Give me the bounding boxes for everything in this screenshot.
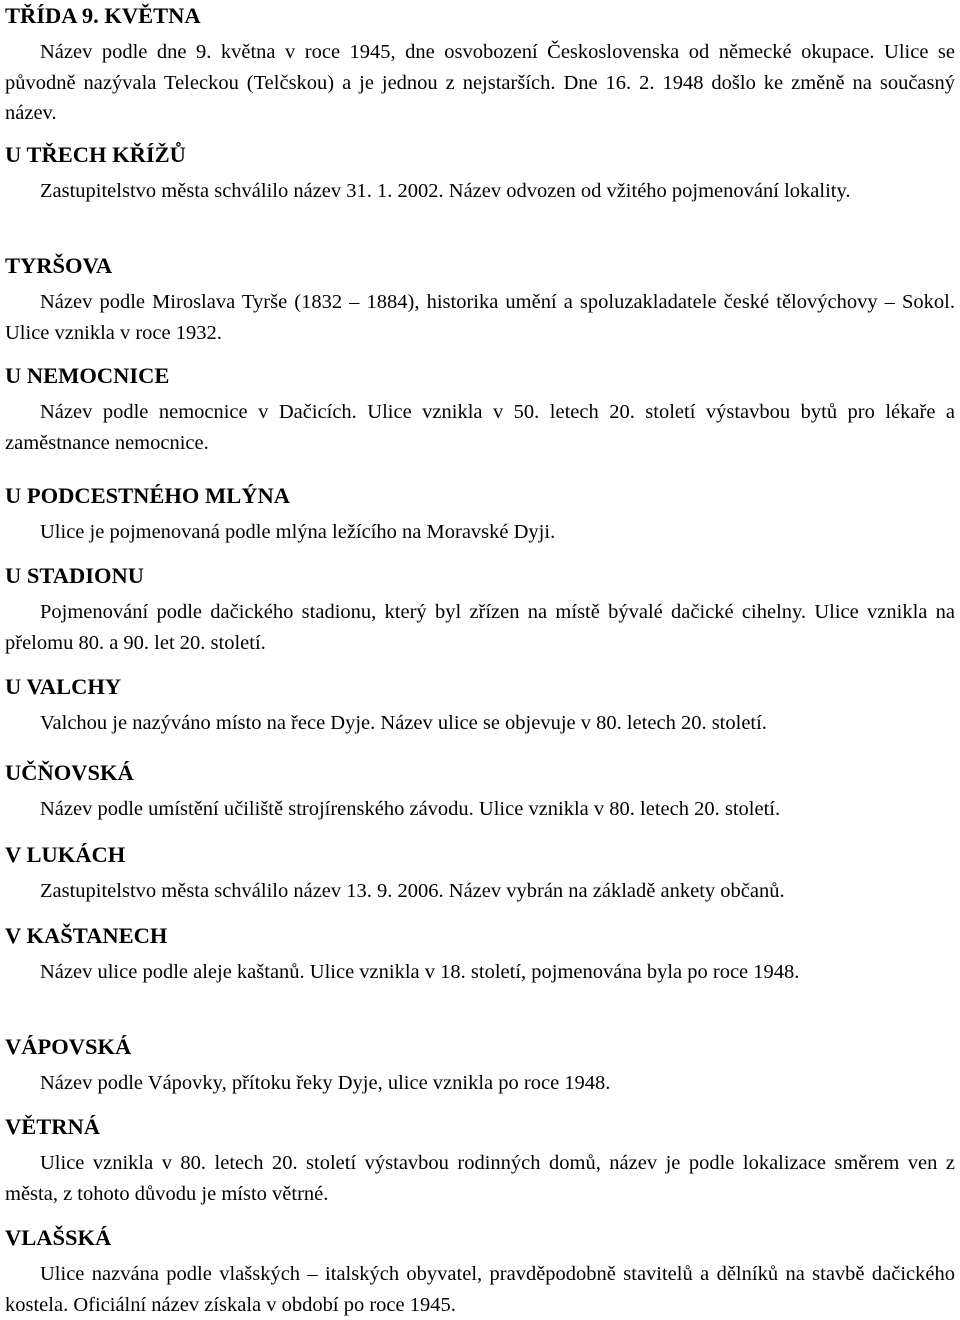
street-entry-v-kastanech bbox=[5, 923, 955, 988]
street-entry-vetrna bbox=[5, 1114, 955, 1209]
street-heading: U STADIONU bbox=[5, 563, 144, 588]
street-entry-u-trech-krizu bbox=[5, 142, 955, 207]
street-entry-vlasska bbox=[5, 1225, 955, 1320]
street-description: Valchou je nazýváno místo na řece Dyje. Název ulice se objevuje v 80. letech 20. století. bbox=[40, 712, 767, 734]
street-heading: UČŇOVSKÁ bbox=[5, 760, 134, 785]
street-entry-u-valchy bbox=[5, 674, 955, 739]
street-entry-trida-9-kvetna bbox=[5, 3, 955, 129]
street-entry-tyrsova bbox=[5, 253, 955, 348]
street-heading: VLAŠSKÁ bbox=[5, 1225, 112, 1250]
street-entry-u-podcestneho-mlyna bbox=[5, 483, 955, 548]
street-description: Název podle dne 9. května v roce 1945, dne osvobození Československa od německé okupace. Ulice se původně nazývala Teleckou (Telčskou) a je jednou z nejstarších. Dne 16. 2. 1948 došlo ke změně na současný název. bbox=[5, 41, 955, 124]
street-heading: V KAŠTANECH bbox=[5, 923, 168, 948]
street-description: Název ulice podle aleje kaštanů. Ulice vznikla v 18. století, pojmenována byla po roce 1948. bbox=[40, 961, 800, 983]
street-description: Ulice vznikla v 80. letech 20. století výstavbou rodinných domů, název je podle lokalizace směrem ven z města, z tohoto důvodu je místo větrné. bbox=[5, 1152, 955, 1205]
street-entry-u-stadionu bbox=[5, 563, 955, 658]
street-description: Ulice je pojmenovaná podle mlýna ležícího na Moravské Dyji. bbox=[40, 521, 556, 543]
street-description: Ulice nazvána podle vlašských – italských obyvatel, pravděpodobně stavitelů a dělníků na stavbě dačického kostela. Oficiální název získala v období po roce 1945. bbox=[5, 1263, 955, 1316]
street-heading: U PODCESTNÉHO MLÝNA bbox=[5, 483, 291, 508]
street-heading: TŘÍDA 9. KVĚTNA bbox=[5, 3, 201, 28]
street-description: Název podle umístění učiliště strojírenského závodu. Ulice vznikla v 80. letech 20. století. bbox=[40, 798, 781, 820]
street-description: Název podle nemocnice v Dačicích. Ulice vznikla v 50. letech 20. století výstavbou bytů pro lékaře a zaměstnance nemocnice. bbox=[5, 401, 955, 454]
street-entry-ucnovska bbox=[5, 760, 955, 825]
street-entry-v-lukach bbox=[5, 842, 955, 907]
street-description: Zastupitelstvo města schválilo název 31. 1. 2002. Název odvozen od vžitého pojmenování lokality. bbox=[40, 180, 851, 202]
street-heading: U VALCHY bbox=[5, 674, 122, 699]
street-description: Pojmenování podle dačického stadionu, který byl zřízen na místě bývalé dačické cihelny. Ulice vznikla na přelomu 80. a 90. let 20. století. bbox=[5, 601, 955, 654]
street-description: Zastupitelstvo města schválilo název 13. 9. 2006. Název vybrán na základě ankety občanů. bbox=[40, 880, 785, 902]
street-heading: VÁPOVSKÁ bbox=[5, 1034, 132, 1059]
street-heading: VĚTRNÁ bbox=[5, 1114, 101, 1139]
street-entry-u-nemocnice bbox=[5, 363, 955, 458]
street-entry-vapovska bbox=[5, 1034, 955, 1099]
street-heading: V LUKÁCH bbox=[5, 842, 126, 867]
street-heading: TYRŠOVA bbox=[5, 253, 113, 278]
street-heading: U NEMOCNICE bbox=[5, 363, 170, 388]
street-heading: U TŘECH KŘÍŽŮ bbox=[5, 142, 186, 167]
street-description: Název podle Miroslava Tyrše (1832 – 1884), historika umění a spoluzakladatele české tělovýchovy – Sokol. Ulice vznikla v roce 1932. bbox=[5, 291, 955, 344]
street-description: Název podle Vápovky, přítoku řeky Dyje, ulice vznikla po roce 1948. bbox=[40, 1072, 611, 1094]
